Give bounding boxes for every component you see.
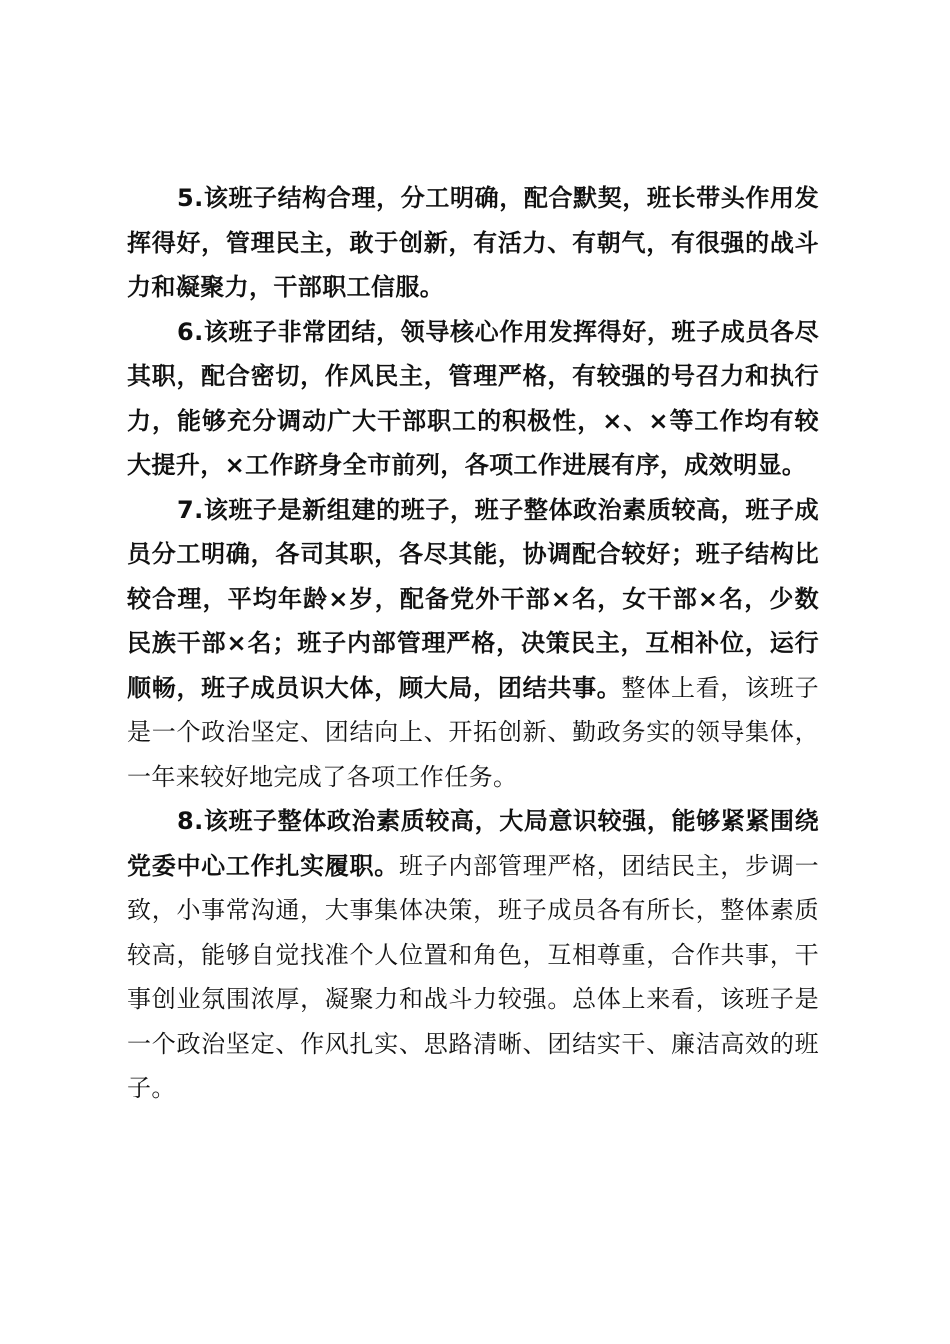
paragraph-8 (127, 799, 819, 1111)
paragraph-7-bold-text: 7.该班子是新组建的班子，班子整体政治素质较高，班子成员分工明确，各司其职，各尽其能，协调配合较好；班子结构比较合理，平均年龄×岁，配备党外干部×名，女干部×名，少数民族干部×名；班子内部管理严格，决策民主，互相补位，运行顺畅，班子成员识大体，顾大局，团结共事。 (127, 495, 819, 702)
paragraph-7-normal-text: 整体上看，该班子是一个政治坚定、团结向上、开拓创新、勤政务实的领导集体，一年来较好地完成了各项工作任务。 (127, 673, 819, 791)
paragraph-6 (127, 310, 819, 488)
paragraph-6-bold-text: 6.该班子非常团结，领导核心作用发挥得好，班子成员各尽其职，配合密切，作风民主，管理严格，有较强的号召力和执行力，能够充分调动广大干部职工的积极性，×、×等工作均有较大提升，×工作跻身全市前列，各项工作进展有序，成效明显。 (127, 317, 819, 479)
paragraph-8-bold-text: 8.该班子整体政治素质较高，大局意识较强，能够紧紧围绕党委中心工作扎实履职。 (127, 807, 819, 880)
paragraph-8-normal-text: 班子内部管理严格，团结民主，步调一致，小事常沟通，大事集体决策，班子成员各有所长，整体素质较高，能够自觉找准个人位置和角色，互相尊重，合作共事，干事创业氛围浓厚，凝聚力和战斗力较强。总体上来看，该班子是一个政治坚定、作风扎实、思路清晰、团结实干、廉洁高效的班子。 (127, 851, 819, 1102)
paragraph-5 (127, 176, 819, 310)
paragraph-7 (127, 488, 819, 800)
document-body (127, 176, 819, 1111)
paragraph-5-bold-text: 5.该班子结构合理，分工明确，配合默契，班长带头作用发挥得好，管理民主，敢于创新，有活力、有朝气，有很强的战斗力和凝聚力，干部职工信服。 (127, 184, 819, 301)
